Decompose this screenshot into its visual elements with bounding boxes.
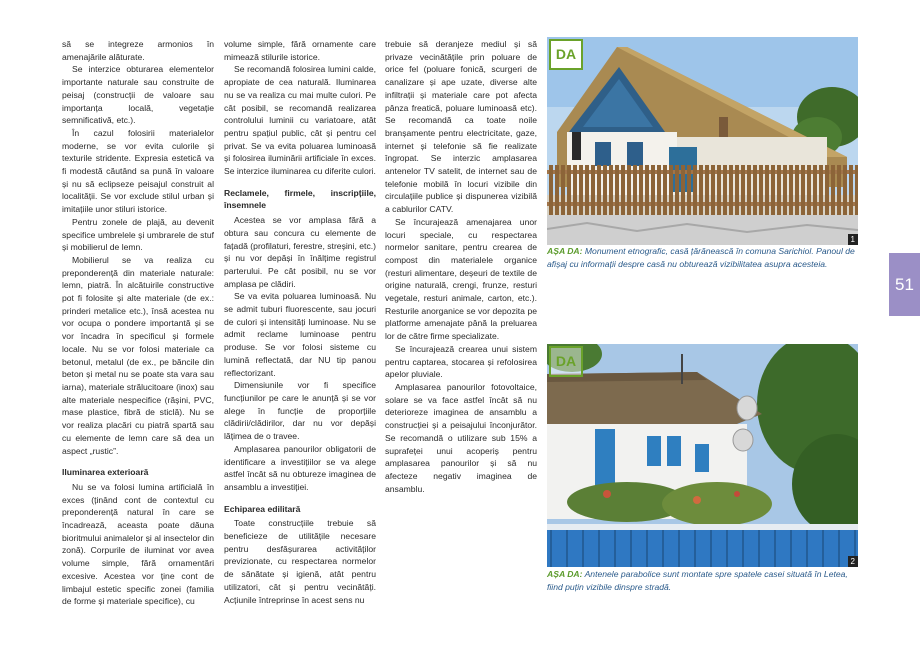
fence-picket [849, 165, 853, 215]
fence-picket [681, 165, 685, 215]
fence-picket [693, 165, 697, 215]
paragraph: Mobilierul se va realiza cu preponderență din materiale naturale: lemn, piatră. În alcătuirile constructive pot fi folosite și alte materiale (de ex.: prinderi metalice etc.), însă acestea nu vor ocupa o pondere importantă și se vor încadra în specificul și formele locale. Nu se vor folosi materiale ca betonul, metalul (de ex., pe băncile din beton și metal nu se poate sta vara sau iarna), materiale strălucitoare (inox) sau alte materiale nespecifice (rășini, PVC, mase plastice, fibră de sticlă). Nu se vor realiza placări cu piatră spartă sau cu elemente de lemn care să dea un aspect „rustic”. [62, 254, 214, 456]
fence-picket [741, 165, 745, 215]
photo-number: 1 [848, 234, 858, 245]
paragraph: Dimensiunile vor fi specifice funcțiunilor pe care le anunță și se vor alege în funcție de proporțiile clădirii/clădirilor, dar nu vor depăși lățimea de o travee. [224, 380, 376, 442]
fence-picket [813, 165, 817, 215]
paragraph: Se recomandă folosirea lumini calde, apropiate de cea naturală. Iluminarea nu se va realiza cu mai multe culori. Pe cât posibil, se recomandă realizarea controlului luminii cu variatoare, atât pentru spațiul public, cât și pentru cel privat. Se va evita poluarea luminoasă și folosirea iluminării artificiale în exces. Se interzice iluminarea cu diferite culori. [224, 64, 376, 177]
photo-caption-1 [547, 245, 862, 270]
text-column-3 [385, 38, 537, 495]
photo-number: 2 [848, 556, 858, 567]
paragraph: În cazul folosirii materialelor moderne, se vor evita culorile și texturile stridente. Expresia estetică va fi modestă căutând sa pună în valoare și nu să eclipseze peisajul construit al localității. Se vor exclude stilul urban și imitațiile unor stiluri istorice. [62, 127, 214, 215]
fence-picket [633, 165, 637, 215]
section-heading-lighting: Iluminarea exterioară [62, 467, 149, 478]
paragraph: volume simple, fără ornamente care mimează stilurile istorice. [224, 39, 376, 62]
fence-picket [597, 165, 601, 215]
fence-picket [549, 165, 553, 215]
fence-picket [639, 165, 643, 215]
fence-picket [585, 165, 589, 215]
fence-picket [579, 165, 583, 215]
fence-picket [807, 165, 811, 215]
fence-picket [831, 165, 835, 215]
fence-picket [561, 165, 565, 215]
fence-picket [711, 165, 715, 215]
fence-picket [555, 165, 559, 215]
paragraph: Se va evita poluarea luminoasă. Nu se admit tuburi fluorescente, sau jocuri de culori și intensități luminoase. Nu se admit reclame luminoase pentru produse. Se vor folosi sisteme cu lumină reflectată, dar NU tip panou reflectorizant. [224, 291, 376, 378]
fence-picket [729, 165, 733, 215]
fence-picket [765, 165, 769, 215]
paragraph: Pentru zonele de plajă, au devenit specifice umbrelele și umbrarele de stuf și mobilierul de lemn. [62, 216, 214, 253]
da-badge: DA [549, 346, 583, 377]
fence-picket [795, 165, 799, 215]
fence-picket [687, 165, 691, 215]
page-number-tab: 51 [889, 253, 920, 316]
fence-picket [753, 165, 757, 215]
paragraph: Se încurajează crearea unui sistem pentru captarea, stocarea și refolosirea apelor pluviale. [385, 343, 537, 380]
fence-picket [735, 165, 739, 215]
section-heading-utilities: Echiparea edilitară [224, 503, 301, 514]
caption-label: AȘA DA: [547, 246, 583, 256]
fence-picket [609, 165, 613, 215]
caption-text: Monument etnografic, casă țărănească în comuna Sarichiol. Panoul de afișaj cu informații despre casă nu obturează vizibilitatea asupra acesteia. [547, 246, 855, 269]
fence-picket [669, 165, 673, 215]
fence-picket [759, 165, 763, 215]
fence-picket [771, 165, 775, 215]
caption-label: AȘA DA: [547, 569, 583, 579]
fence-picket [819, 165, 823, 215]
fence-picket [567, 165, 571, 215]
paragraph: Se interzice obturarea elementelor importante naturale sau construite de peisaj (construcții de valoare sau importanța locală, vegetație semnificativă, etc.). [62, 64, 214, 126]
fence-picket [837, 165, 841, 215]
fence-picket [789, 165, 793, 215]
paragraph: Amplasarea panourilor obligatorii de identificare a investițiilor se va alege astfel încât să nu obtureze imaginea de ansamblu a investiției. [224, 443, 376, 492]
fence-picket [645, 165, 649, 215]
text-column-1 [62, 38, 214, 608]
fence-picket [723, 165, 727, 215]
fence-picket [621, 165, 625, 215]
fence-picket [627, 165, 631, 215]
fence-picket [699, 165, 703, 215]
paragraph: Se încurajează amenajarea unor locuri speciale, cu respectarea normelor sanitare, pentru crearea de compost din materialele organice (resturi alimentare, deșeuri de textile de origine naturală, crengi, frunze, resturi vegetale, resturi animale, carton, etc.). Resturile anorganice se vor depozita pe platforme amenajate până la preluarea lor de către firme specializate. [385, 216, 537, 342]
paragraph: trebuie să deranjeze mediul și să privaze vecinătățile prin poluare de orice fel (poluare fonică, scurgeri de canalizare și ape uzate, diverse alte infiltrații și materiale care pot afecta pânza freatică, poluare luminoasă etc). Se recomandă ca toate noile branșamente pentru electricitate, gaze, internet și telefonie să fie realizate îngropat. Se interzic amplasarea antenelor TV satelit, de internet sau de telefonie mobilă în locuri vizibile din circulațiile publice și dispunerea vizibilă a cablurilor CATV. [385, 39, 537, 215]
fence-picket [777, 165, 781, 215]
photo-caption-2 [547, 568, 862, 593]
text-column-2 [224, 38, 376, 606]
fence-picket [663, 165, 667, 215]
paragraph: Toate construcțiile trebuie să beneficieze de utilitățile necesare pentru desfășurarea activităților previzionate, cu respectarea normelor de sănătate și igienă, atât pentru utilizatori, cât și pentru vecinătăți. Acțiunile întreprinse în acest sens nu [224, 518, 376, 605]
section-heading-signage: Reclamele, firmele, inscripțiile, însemnele [224, 187, 376, 211]
photo-letea-house [547, 344, 858, 567]
fence-picket [603, 165, 607, 215]
fence-picket [591, 165, 595, 215]
paragraph: să se integreze armonios în amenajările alăturate. [62, 39, 214, 62]
fence-picket [843, 165, 847, 215]
fence-picket [615, 165, 619, 215]
house-illustration [547, 37, 858, 245]
da-badge: DA [549, 39, 583, 70]
fence-picket [717, 165, 721, 215]
fence-picket [675, 165, 679, 215]
photo-thatched-house [547, 37, 858, 245]
house-illustration [547, 344, 858, 567]
fence-picket [801, 165, 805, 215]
fence-picket [651, 165, 655, 215]
fence-picket [855, 165, 858, 215]
caption-text: Antenele parabolice sunt montate spre spatele casei situată în Letea, fiind puțin vizibile dinspre stradă. [547, 569, 848, 592]
fence-picket [825, 165, 829, 215]
fence-picket [747, 165, 751, 215]
paragraph: Nu se va folosi lumina artificială în exces (ținând cont de contextul cu preponderență natural în care se încadrează, aceasta poate dăuna bioritmului animalelor și al insectelor din zonă). Corpurile de iluminat vor avea volume simple, fără ornamentări excesive. Acestea vor ține cont de limbajul estetic specific zonei (familia de forme și materiale specifice), cu [62, 481, 214, 607]
fence-picket [573, 165, 577, 215]
paragraph: Amplasarea panourilor fotovoltaice, solare se va face astfel încât să nu deterioreze imaginea de ansamblu a construcției și a peisajului înconjurător. Se recomandă o utilizare sub 15% a suprafeței unui acoperiș pentru amplasarea panourilor și să nu afecteze negativ imaginea de ansamblu. [385, 381, 537, 494]
fence-picket [657, 165, 661, 215]
fence-picket [705, 165, 709, 215]
paragraph: Acestea se vor amplasa fără a obtura sau concura cu elemente de fațadă (profilaturi, ferestre, streșini, etc.) și nu vor depăși în înălțime registrul parterului. Pe cât posibil, nu se vor amplasa pe clădiri. [224, 215, 376, 289]
fence-picket [783, 165, 787, 215]
